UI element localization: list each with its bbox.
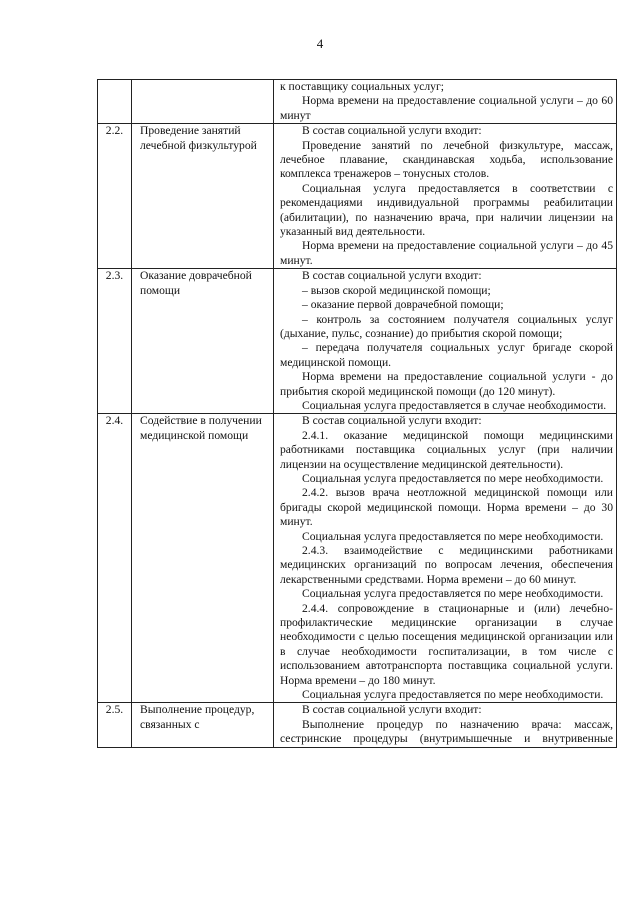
service-name <box>132 80 274 124</box>
description-paragraph: Социальная услуга предоставляется в случае необходимости. <box>302 398 607 412</box>
description-paragraph: – вызов скорой медицинской помощи; <box>302 283 491 297</box>
description-paragraph: В состав социальной услуги входит: <box>302 124 482 138</box>
services-table <box>97 79 617 748</box>
row-number <box>98 80 132 124</box>
service-description <box>274 703 617 747</box>
table-row <box>98 269 617 414</box>
row-number: 2.2. <box>98 124 132 269</box>
description-paragraph: – оказание первой доврачебной помощи; <box>302 298 504 312</box>
description-paragraph: Социальная услуга предоставляется по мере необходимости. <box>302 688 604 702</box>
description-paragraph: Социальная услуга предоставляется в соответствии с рекомендациями индивидуальной программы реабилитации (абилитации), по назначению врача, при наличии лицензии на указанный вид деятельности. <box>280 181 613 239</box>
row-number: 2.3. <box>98 269 132 414</box>
service-name: Проведение занятий лечебной физкультурой <box>132 124 274 269</box>
service-description <box>274 80 617 124</box>
description-paragraph: 2.4.2. вызов врача неотложной медицинской помощи или бригады скорой медицинской помощи. Норма времени – до 30 минут. <box>280 486 613 529</box>
table-row <box>98 703 617 747</box>
description-paragraph: Выполнение процедур по назначению врача: массаж, сестринские процедуры (внутримышечные и внутривенные <box>280 717 613 746</box>
row-number: 2.4. <box>98 414 132 703</box>
description-paragraph: 2.4.4. сопровождение в стационарные и (или) лечебно-профилактические медицинские организации в случае необходимости с целью посещения медицинской организации или в случае необходимости госпитализации, в том числе с использованием автотранспорта поставщика социальной услуги. Норма времени – до 180 минут. <box>280 601 613 687</box>
description-paragraph: В состав социальной услуги входит: <box>302 269 482 283</box>
service-name: Содействие в получении медицинской помощи <box>132 414 274 703</box>
service-description <box>274 269 617 414</box>
description-paragraph: – контроль за состоянием получателя социальных услуг (дыхание, пульс, сознание) до прибытия скорой помощи; <box>280 312 613 340</box>
service-description <box>274 124 617 269</box>
description-paragraph: Социальная услуга предоставляется по мере необходимости. <box>302 587 604 601</box>
description-paragraph: – передача получателя социальных услуг бригаде скорой медицинской помощи. <box>280 341 613 369</box>
table-row <box>98 80 617 124</box>
description-paragraph: Норма времени на предоставление социальной услуги – до 45 минут. <box>280 239 613 267</box>
description-paragraph: 2.4.3. взаимодействие с медицинскими работниками медицинских организаций по вопросам лечения, обеспечения лекарственными средствами. Норма времени – до 60 минут. <box>280 544 613 586</box>
description-paragraph: В состав социальной услуги входит: <box>302 414 482 428</box>
row-number: 2.5. <box>98 703 132 747</box>
page-number: 4 <box>316 36 324 51</box>
table-row <box>98 124 617 269</box>
description-paragraph: Проведение занятий по лечебной физкультуре, массаж, лечебное плавание, скандинавская ходьба, использование комплекса тренажеров – тонусных столов. <box>280 138 613 181</box>
description-paragraph: Социальная услуга предоставляется по мере необходимости. <box>302 529 604 543</box>
description-paragraph: Социальная услуга предоставляется по мере необходимости. <box>302 471 604 485</box>
description-paragraph: 2.4.1. оказание медицинской помощи медицинскими работниками поставщика социальных услуг (при наличии лицензии на осуществление медицинской деятельности). <box>280 428 613 471</box>
service-name: Выполнение процедур, связанных с <box>132 703 274 747</box>
description-paragraph: к поставщику социальных услуг; <box>280 80 444 93</box>
description-paragraph: Норма времени на предоставление социальной услуги – до 60 минут <box>280 94 613 122</box>
description-paragraph: Норма времени на предоставление социальной услуги - до прибытия скорой медицинской помощи (до 120 минут). <box>280 370 613 398</box>
description-paragraph: В состав социальной услуги входит: <box>302 703 482 717</box>
service-description <box>274 414 617 703</box>
table-row <box>98 414 617 703</box>
service-name: Оказание доврачебной помощи <box>132 269 274 414</box>
